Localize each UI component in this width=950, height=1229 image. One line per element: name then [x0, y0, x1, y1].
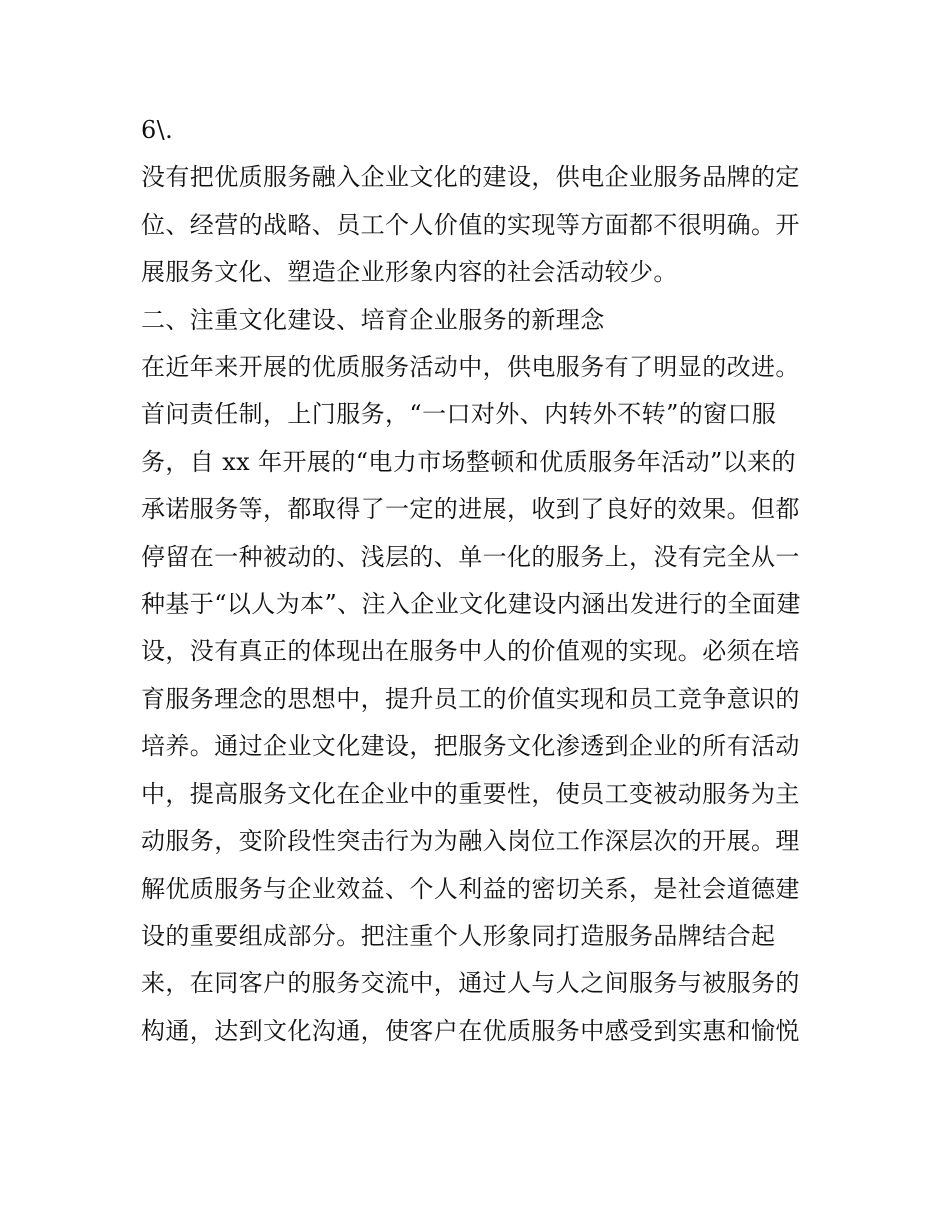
text-line: 承诺服务等，都取得了一定的进展，收到了良好的效果。但都	[141, 495, 800, 524]
section-heading: 二、注重文化建设、培育企业服务的新理念	[141, 305, 605, 334]
text-line: 动服务，变阶段性突击行为为融入岗位工作深层次的开展。理	[141, 827, 800, 856]
text-line: 解优质服务与企业效益、个人利益的密切关系，是社会道德建	[141, 874, 800, 903]
text-line: 种基于“以人为本”、注入企业文化建设内涵出发进行的全面建	[141, 590, 801, 619]
text-line: 来，在同客户的服务交流中，通过人与人之间服务与被服务的	[141, 969, 800, 998]
text-line: 首问责任制，上门服务，“一口对外、内转外不转”的窗口服	[141, 400, 777, 429]
text-line: 设的重要组成部分。把注重个人形象同打造服务品牌结合起	[141, 921, 776, 950]
text-line: 展服务文化、塑造企业形象内容的社会活动较少。	[141, 258, 678, 287]
text-line: 构通，达到文化沟通，使客户在优质服务中感受到实惠和愉悦	[141, 1016, 800, 1045]
text-line: 位、经营的战略、员工个人价值的实现等方面都不很明确。开	[141, 210, 800, 239]
text-line: 设，没有真正的体现出在服务中人的价值观的实现。必须在培	[141, 637, 800, 666]
section-number: 6\.	[141, 116, 174, 144]
text-line: 育服务理念的思想中，提升员工的价值实现和员工竞争意识的	[141, 684, 800, 713]
text-line: 在近年来开展的优质服务活动中，供电服务有了明显的改进。	[141, 353, 800, 382]
text-line: 停留在一种被动的、浅层的、单一化的服务上，没有完全从一	[141, 542, 800, 571]
text-line: 中，提高服务文化在企业中的重要性，使员工变被动服务为主	[141, 779, 800, 808]
document-body	[141, 107, 821, 1055]
text-line: 务，自 xx 年开展的“电力市场整顿和优质服务年活动”以来的	[141, 447, 796, 476]
text-line: 没有把优质服务融入企业文化的建设，供电企业服务品牌的定	[141, 163, 800, 192]
text-line: 培养。通过企业文化建设，把服务文化渗透到企业的所有活动	[141, 732, 800, 761]
